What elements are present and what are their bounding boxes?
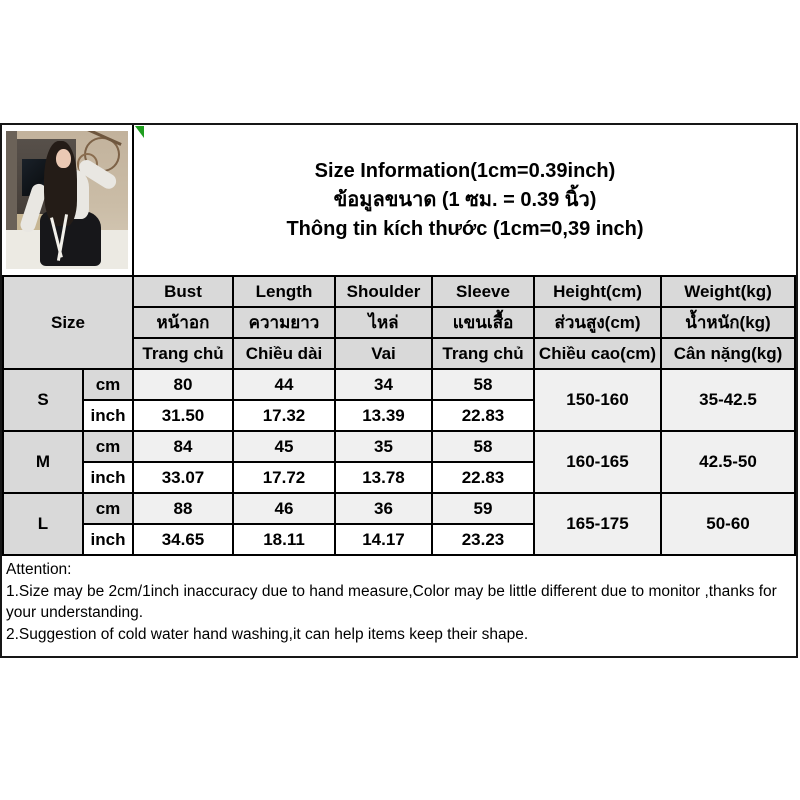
row-m-cm [3, 431, 795, 462]
l-shoulder-inch: 14.17 [335, 524, 432, 555]
row-s-cm [3, 369, 795, 400]
attention-section [2, 556, 796, 656]
header-bust-en: Bust [133, 276, 233, 307]
m-shoulder-cm: 35 [335, 431, 432, 462]
green-corner-marker-icon [135, 126, 144, 138]
header-sleeve-vi: Trang chủ [432, 338, 534, 369]
title-row [2, 125, 796, 275]
row-l-cm [3, 493, 795, 524]
header-weight-th: น้ำหนัก(kg) [661, 307, 795, 338]
header-shoulder-th: ไหล่ [335, 307, 432, 338]
size-label-l: L [3, 493, 83, 555]
header-height-en: Height(cm) [534, 276, 661, 307]
s-length-cm: 44 [233, 369, 335, 400]
m-height-range: 160-165 [534, 431, 661, 493]
s-sleeve-cm: 58 [432, 369, 534, 400]
size-label-s: S [3, 369, 83, 431]
page-title-th: ข้อมูลขนาด (1 ซม. = 0.39 นิ้ว) [333, 189, 597, 211]
l-bust-inch: 34.65 [133, 524, 233, 555]
header-bust-vi: Trang chủ [133, 338, 233, 369]
l-length-cm: 46 [233, 493, 335, 524]
photo-model-face [56, 149, 71, 168]
header-length-en: Length [233, 276, 335, 307]
attention-heading: Attention: [6, 561, 72, 578]
m-bust-cm: 84 [133, 431, 233, 462]
header-length-th: ความยาว [233, 307, 335, 338]
size-chart-sheet [0, 123, 798, 658]
header-shoulder-vi: Vai [335, 338, 432, 369]
header-height-vi: Chiều cao(cm) [534, 338, 661, 369]
m-weight-range: 42.5-50 [661, 431, 795, 493]
header-row-en [3, 276, 795, 307]
l-bust-cm: 88 [133, 493, 233, 524]
header-shoulder-en: Shoulder [335, 276, 432, 307]
m-sleeve-cm: 58 [432, 431, 534, 462]
title-cell [134, 125, 796, 275]
page-title-vi: Thông tin kích thước (1cm=0,39 inch) [286, 218, 644, 240]
photo-mirror [6, 131, 17, 239]
s-shoulder-cm: 34 [335, 369, 432, 400]
s-shoulder-inch: 13.39 [335, 400, 432, 431]
header-weight-vi: Cân nặng(kg) [661, 338, 795, 369]
unit-cm: cm [83, 369, 133, 400]
s-weight-range: 35-42.5 [661, 369, 795, 431]
unit-inch: inch [83, 462, 133, 493]
header-length-vi: Chiều dài [233, 338, 335, 369]
s-bust-inch: 31.50 [133, 400, 233, 431]
l-length-inch: 18.11 [233, 524, 335, 555]
product-photo [6, 131, 128, 269]
m-length-cm: 45 [233, 431, 335, 462]
header-height-th: ส่วนสูง(cm) [534, 307, 661, 338]
size-corner-header: Size [3, 276, 133, 369]
s-height-range: 150-160 [534, 369, 661, 431]
m-sleeve-inch: 22.83 [432, 462, 534, 493]
attention-note-1: 1.Size may be 2cm/1inch inaccuracy due to hand measure,Color may be little different due to monitor ,thanks for your understanding. [6, 582, 777, 622]
product-photo-cell [2, 125, 134, 275]
unit-cm: cm [83, 493, 133, 524]
header-weight-en: Weight(kg) [661, 276, 795, 307]
l-shoulder-cm: 36 [335, 493, 432, 524]
size-table [2, 275, 796, 556]
unit-inch: inch [83, 524, 133, 555]
l-weight-range: 50-60 [661, 493, 795, 555]
m-bust-inch: 33.07 [133, 462, 233, 493]
size-label-m: M [3, 431, 83, 493]
s-sleeve-inch: 22.83 [432, 400, 534, 431]
s-length-inch: 17.32 [233, 400, 335, 431]
s-bust-cm: 80 [133, 369, 233, 400]
header-sleeve-en: Sleeve [432, 276, 534, 307]
l-sleeve-cm: 59 [432, 493, 534, 524]
attention-note-2: 2.Suggestion of cold water hand washing,it can help items keep their shape. [6, 626, 529, 644]
m-shoulder-inch: 13.78 [335, 462, 432, 493]
m-length-inch: 17.72 [233, 462, 335, 493]
unit-cm: cm [83, 431, 133, 462]
header-bust-th: หน้าอก [133, 307, 233, 338]
l-height-range: 165-175 [534, 493, 661, 555]
page-title-en: Size Information(1cm=0.39inch) [314, 160, 616, 182]
header-sleeve-th: แขนเสื้อ [432, 307, 534, 338]
unit-inch: inch [83, 400, 133, 431]
l-sleeve-inch: 23.23 [432, 524, 534, 555]
